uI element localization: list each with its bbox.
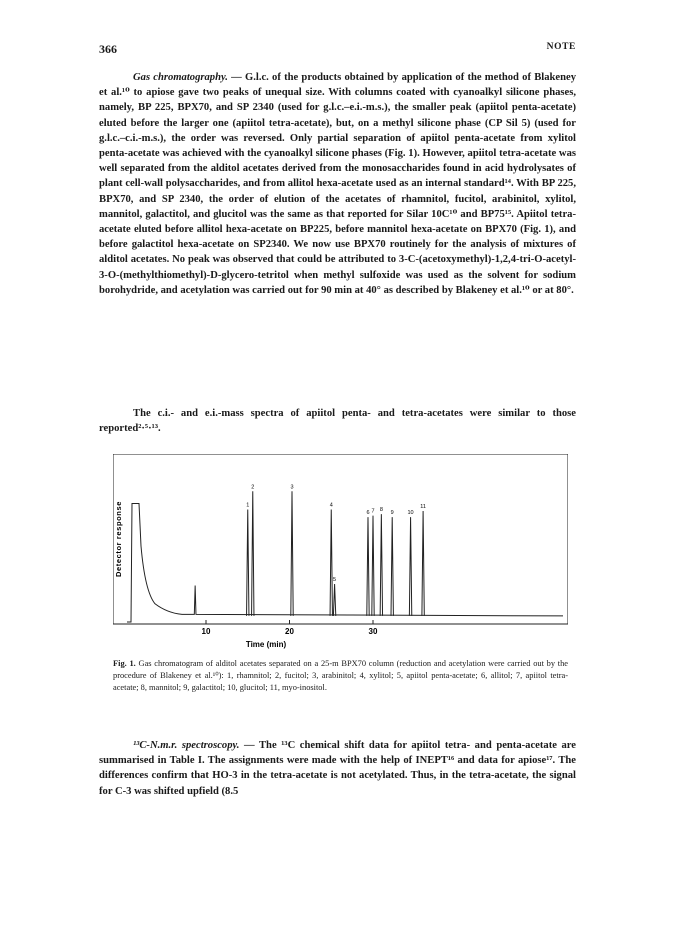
figure-caption [113, 658, 568, 693]
peak-9 [391, 517, 393, 616]
peak-label-11: 11 [420, 504, 426, 511]
peak-label-8: 8 [379, 507, 383, 514]
plot-frame [113, 454, 568, 624]
peak-10 [409, 517, 411, 616]
peak-7 [372, 516, 374, 616]
caption-label: Fig. 1. [113, 659, 136, 668]
peak-label-6: 6 [366, 510, 370, 517]
peak-label-1: 1 [246, 502, 250, 509]
section-heading-nmr: ¹³C-N.m.r. spectroscopy. [133, 740, 240, 751]
paragraph-text: The c.i.- and e.i.-mass spectra of apiitol penta- and tetra-acetates were similar to those reported²·⁵·¹³. [99, 408, 576, 435]
peak-label-3: 3 [290, 484, 294, 491]
peak-1 [247, 510, 249, 616]
paragraph-nmr [99, 738, 576, 799]
peak-2 [252, 491, 254, 616]
x-tick-label: 30 [368, 627, 378, 636]
page-header [99, 42, 576, 56]
paragraph-text: — The ¹³C chemical shift data for apiitol tetra- and penta-acetate are summarised in Table I. The assignments were made with the help of INEPT¹⁶ and data for apiose¹⁷. The differences confirm that HO-3 in the tetra-acetate is not acetylated. Thus, in the tetra-acetate, the signal for C-3 was shifted upfield (8.5 [99, 740, 576, 797]
x-tick-label: 20 [285, 627, 294, 636]
chromatogram-figure [113, 454, 568, 654]
section-label: NOTE [546, 42, 576, 52]
baseline-trace [127, 503, 563, 622]
peak-6 [367, 517, 369, 616]
peak-label-7: 7 [371, 508, 375, 515]
x-axis-label: Time (min) [245, 640, 287, 649]
peak-label-10: 10 [407, 510, 414, 517]
paragraph-gas-chromatography [99, 70, 576, 298]
caption-text: Gas chromatogram of alditol acetates separated on a 25-m BPX70 column (reduction and acetylation were carried out by the procedure of Blakeney et al.¹⁰): 1, rhamnitol; 2, fucitol; 3, arabinitol; 4, xylitol; 5, apiitol penta-acetate; 6, allitol; 7, apiitol tetra-acetate; 8, mannitol; 9, galactitol; 10, glucitol; 11, myo-inositol. [113, 659, 568, 692]
peak-label-2: 2 [251, 484, 255, 491]
page-number: 366 [99, 42, 117, 56]
peak-4 [330, 510, 332, 616]
peak-label-5: 5 [333, 577, 337, 583]
x-tick-label: 10 [201, 627, 211, 636]
peak-3 [291, 491, 293, 616]
y-axis-label: Detector response [114, 500, 123, 578]
peak-8 [380, 514, 382, 616]
section-heading-gc: Gas chromatography. [133, 72, 228, 83]
peak-label-9: 9 [390, 510, 394, 517]
chromatogram-trace [127, 484, 563, 622]
peak-11 [422, 511, 424, 616]
peak-5 [333, 584, 335, 616]
paragraph-mass-spectra [99, 406, 576, 436]
x-axis [202, 620, 378, 636]
peak-label-4: 4 [329, 502, 333, 509]
paragraph-text: — G.l.c. of the products obtained by application of the method of Blakeney et al.¹⁰ to apiose gave two peaks of unequal size. With columns coated with cyanoalkyl silicone phases, namely, BP 225, BPX70, and SP 2340 (used for g.l.c.–e.i.-m.s.), the smaller peak (apiitol penta-acetate) eluted before the larger one (apiitol tetra-acetate), but, on a methyl silicone phase (CP Sil 5) (used for g.l.c.–c.i.-m.s.), the order was reversed. Only partial separation of apiitol penta-acetate from xylitol penta-acetate was achieved with the cyanoalkyl silicone phases (Fig. 1). However, apiitol tetra-acetate was well separated from the alditol acetates derived from the monosaccharides found in acid hydrolysates of plant cell-wall polysaccharides, and from allitol hexa-acetate used as an internal standard¹⁴. With BP 225, BPX70, and SP 2340, the order of elution of the acetates of rhamnitol, fucitol, arabinitol, xylitol, mannitol, galactitol, and glucitol was the same as that reported for Silar 10C¹⁰ and BP75¹⁵. Apiitol tetra-acetate eluted before allitol hexa-acetate on BP225, before mannitol hexa-acetate on BPX70 (Fig. 1), and before galactitol hexa-acetate on SP2340. We now use BPX70 routinely for the analysis of mixtures of alditol acetates. No peak was observed that could be attributed to 3-C-(acetoxymethyl)-1,2,4-tri-O-acetyl-3-O-(methylthiomethyl)-D-glycero-tetritol when methyl sulfoxide was used as the solvent for sodium borohydride, and acetylation was carried out for 90 min at 40° as described by Blakeney et al.¹⁰ or at 80°. [99, 72, 576, 296]
